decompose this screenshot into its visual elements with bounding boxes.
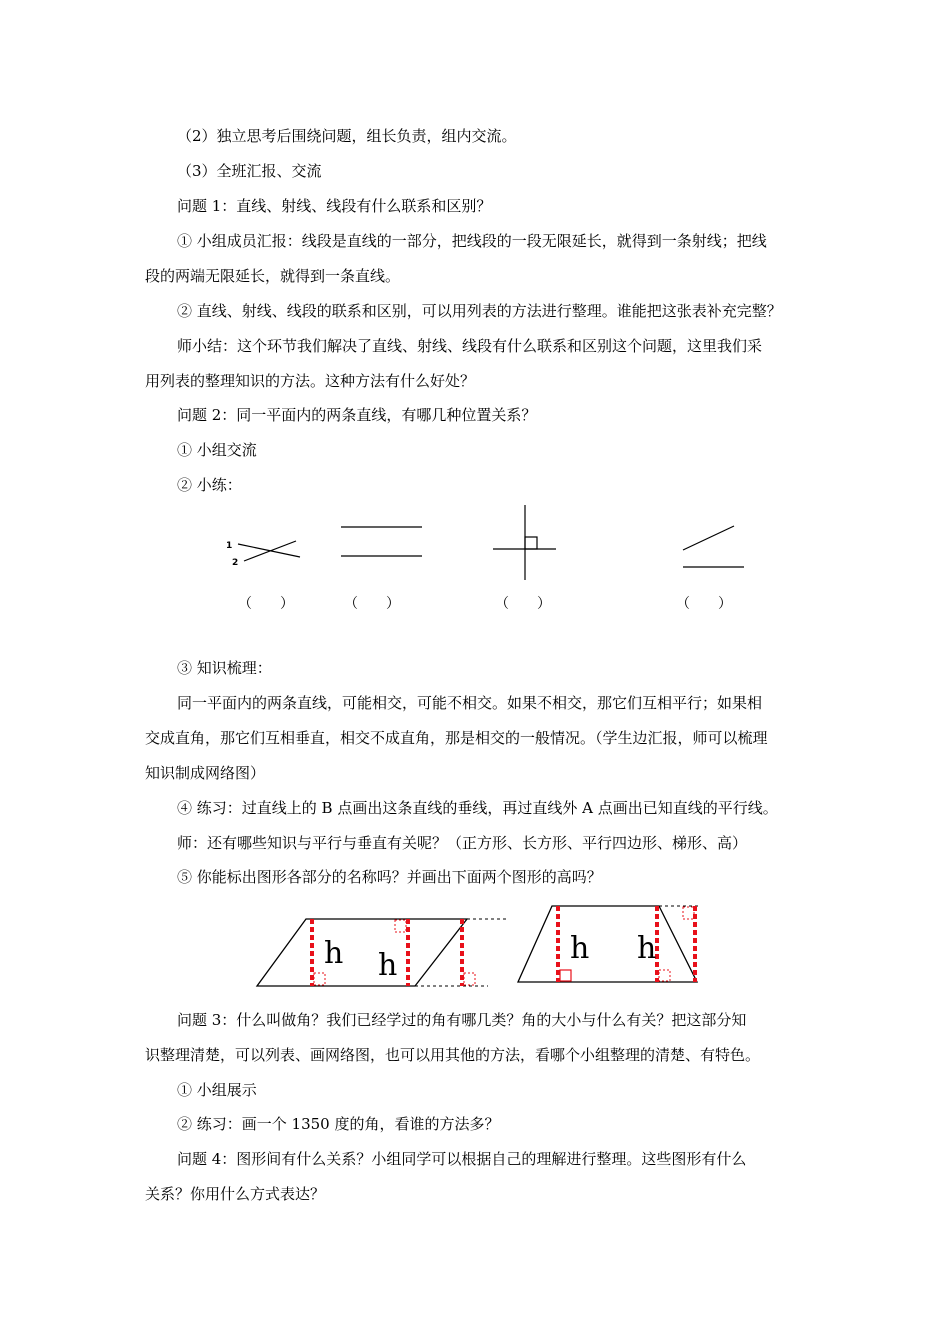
group-show: ① 小组展示 <box>177 1081 257 1099</box>
step-2-text: （2）独立思考后围绕问题，组长负责，组内交流。 <box>177 127 517 145</box>
general-lines-figure <box>683 526 744 567</box>
angle-practice: ② 练习：画一个 1350 度的角，看谁的方法多？ <box>177 1115 500 1133</box>
line-label-2: 2 <box>232 558 239 568</box>
answer-blank-4: （ ） <box>676 596 732 612</box>
height-label-h1: h <box>324 936 344 971</box>
answer-1-line-1: ① 小组成员汇报：线段是直线的一部分，把线段的一段无限延长，就得到一条射线；把线 <box>177 232 767 250</box>
line-label-1: 1 <box>226 541 233 551</box>
summary-line-1: 师小结：这个环节我们解决了直线、射线、线段有什么联系和区别这个问题，这里我们采 <box>177 337 763 355</box>
answer-blank-2: （ ） <box>344 596 400 612</box>
height-label-h2: h <box>378 948 398 983</box>
practice-5: ⑤ 你能标出图形各部分的名称吗？并画出下面两个图形的高吗？ <box>177 868 602 886</box>
practice-label: ② 小练： <box>177 476 242 494</box>
perpendicular-lines-figure <box>493 505 556 580</box>
question-3-line-1: 问题 3：什么叫做角？我们已经学过的角有哪几类？角的大小与什么有关？把这部分知 <box>177 1011 747 1029</box>
practice-4: ④ 练习：过直线上的 B 点画出这条直线的垂线，再过直线外 A 点画出已知直线的平行线。 <box>177 799 778 817</box>
table-note: ② 直线、射线、线段的联系和区别，可以用列表的方法进行整理。谁能把这张表补充完整？ <box>177 302 782 320</box>
group-exchange: ① 小组交流 <box>177 441 257 459</box>
step-3-text: （3）全班汇报、交流 <box>177 162 322 180</box>
knowledge-line-2: 交成直角，那它们互相垂直，相交不成直角，那是相交的一般情况。（学生边汇报，师可以梳理 <box>145 729 768 747</box>
knowledge-sort-label: ③ 知识梳理： <box>177 659 272 677</box>
parallelogram-figure <box>257 919 506 986</box>
answer-1-line-2: 段的两端无限延长，就得到一条直线。 <box>145 267 401 285</box>
question-3-line-2: 识整理清楚，可以列表、画网络图，也可以用其他的方法，看哪个小组整理的清楚、有特色。 <box>145 1046 761 1064</box>
knowledge-line-3: 知识制成网络图） <box>145 764 266 782</box>
intersecting-lines-figure <box>226 541 300 568</box>
summary-line-2: 用列表的整理知识的方法。这种方法有什么好处？ <box>145 372 476 390</box>
height-label-h3: h <box>570 931 590 966</box>
parallel-lines-figure <box>341 527 422 556</box>
trapezoid-figure <box>518 906 698 982</box>
teacher-question: 师：还有哪些知识与平行与垂直有关呢？（正方形、长方形、平行四边形、梯形、高） <box>177 834 748 852</box>
knowledge-line-1: 同一平面内的两条直线，可能相交，可能不相交。如果不相交，那它们互相平行；如果相 <box>177 694 763 712</box>
height-label-h4: h <box>637 931 657 966</box>
answer-blank-3: （ ） <box>495 596 551 612</box>
question-4-line-1: 问题 4：图形间有什么关系？小组同学可以根据自己的理解进行整理。这些图形有什么 <box>177 1150 747 1168</box>
question-4-line-2: 关系？你用什么方式表达？ <box>145 1185 326 1203</box>
answer-blank-1: （ ） <box>238 596 294 612</box>
question-1: 问题 1：直线、射线、线段有什么联系和区别？ <box>177 197 492 215</box>
question-2: 问题 2：同一平面内的两条直线，有哪几种位置关系？ <box>177 406 537 424</box>
